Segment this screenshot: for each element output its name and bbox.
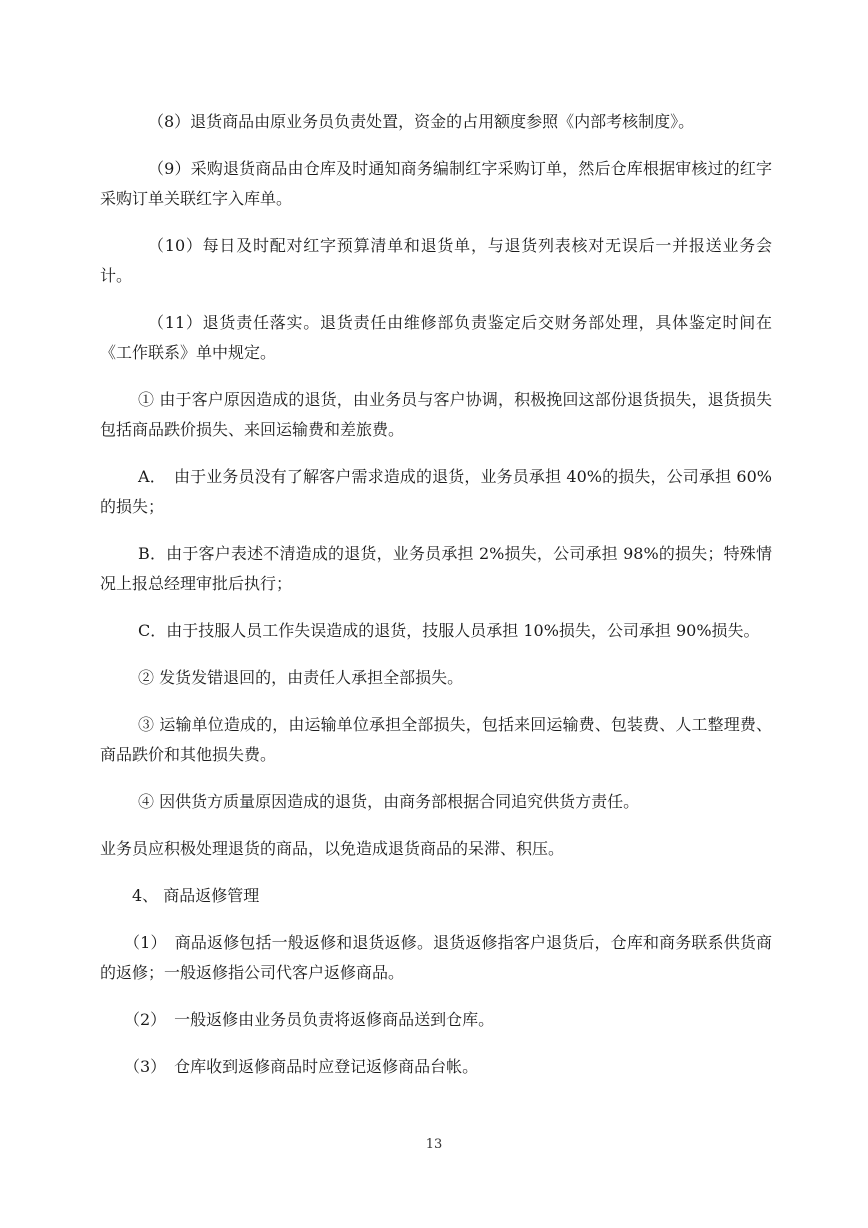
list-item-circled-2: ② 发货发错退回的，由责任人承担全部损失。 (138, 668, 464, 687)
list-item-circled-1: ① 由于客户原因造成的退货，由业务员与客户协调，积极挽回这部份退货损失，退货损失包括商品跌价损失、来回运输费和差旅费。 (100, 390, 772, 439)
repair-item-1: （1） 商品返修包括一般返修和退货返修。退货返修指客户退货后，仓库和商务联系供货商的返修；一般返修指公司代客户返修商品。 (100, 933, 772, 982)
list-item-b: B．由于客户表述不清造成的退货，业务员承担 2%损失，公司承担 98%的损失；特殊情况上报总经理审批后执行； (100, 544, 772, 593)
section-heading-4: 4、 商品返修管理 (132, 886, 260, 905)
repair-item-2: （2） 一般返修由业务员负责将返修商品送到仓库。 (124, 1010, 495, 1029)
paragraph-8: （8）退货商品由原业务员负责处置，资金的占用额度参照《内部考核制度》。 (148, 112, 695, 131)
list-item-a: A． 由于业务员没有了解客户需求造成的退货，业务员承担 40%的损失，公司承担 60%的损失； (100, 467, 772, 516)
repair-item-3: （3） 仓库收到返修商品时应登记返修商品台帐。 (124, 1057, 479, 1076)
list-item-c: C．由于技服人员工作失误造成的退货，技服人员承担 10%损失，公司承担 90%损失。 (138, 621, 760, 640)
document-body (100, 107, 772, 1099)
closing-note: 业务员应积极处理退货的商品，以免造成退货商品的呆滞、积压。 (100, 839, 565, 858)
page-number: 13 (425, 1137, 443, 1152)
paragraph-9: （9）采购退货商品由仓库及时通知商务编制红字采购订单，然后仓库根据审核过的红字采购订单关联红字入库单。 (100, 159, 772, 208)
list-item-circled-4: ④ 因供货方质量原因造成的退货，由商务部根据合同追究供货方责任。 (138, 792, 640, 811)
paragraph-11: （11）退货责任落实。退货责任由维修部负责鉴定后交财务部处理，具体鉴定时间在《工作联系》单中规定。 (100, 313, 772, 362)
paragraph-10: （10）每日及时配对红字预算清单和退货单，与退货列表核对无误后一并报送业务会计。 (100, 236, 772, 285)
list-item-circled-3: ③ 运输单位造成的，由运输单位承担全部损失，包括来回运输费、包装费、人工整理费、商品跌价和其他损失费。 (100, 715, 772, 764)
